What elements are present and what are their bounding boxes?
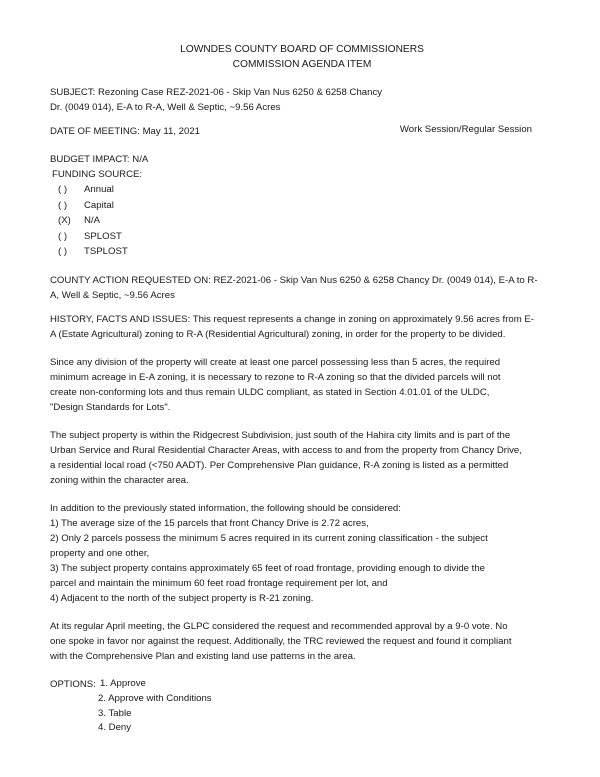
text-line: "Design Standards for Lots". <box>50 401 171 413</box>
text-line: A (Estate Agricultural) zoning to R-A (Residential Agricultural) zoning, in order for the property to be divided. <box>50 328 506 340</box>
action-line-2: A, Well & Septic, ~9.56 Acres <box>50 289 175 301</box>
text-line: a residential local road (<750 AADT). Per Comprehensive Plan guidance, R-A zoning is listed as a permitted <box>50 459 509 471</box>
funding-item-label: SPLOST <box>84 230 122 242</box>
funding-checkbox: ( ) <box>58 199 68 211</box>
text-line: 4) Adjacent to the north of the subject property is R-21 zoning. <box>50 592 314 604</box>
funding-source-label: FUNDING SOURCE: <box>52 169 143 180</box>
history-paragraph-5 <box>50 619 554 664</box>
funding-item-label: Capital <box>84 199 114 211</box>
history-paragraph-4 <box>50 501 554 606</box>
budget-impact: BUDGET IMPACT: N/A <box>50 154 149 165</box>
subject-line-2: Dr. (0049 014), E-A to R-A, Well & Septic, ~9.56 Acres <box>50 102 281 113</box>
funding-item-na <box>58 213 554 229</box>
option-item-approve-with-conditions: 2. Approve with Conditions <box>98 692 212 704</box>
meeting-row <box>50 124 554 139</box>
text-line: HISTORY, FACTS AND ISSUES: This request represents a change in zoning on approximately 9.56 acres from E- <box>50 313 535 325</box>
text-line: Since any division of the property will create at least one parcel possessing less than 5 acres, the required <box>50 356 501 368</box>
budget-block <box>50 152 554 260</box>
text-line: minimum acreage in E-A zoning, it is necessary to rezone to R-A zoning so that the divided parcels will not <box>50 371 501 383</box>
history-paragraph-1 <box>50 312 554 342</box>
options-block <box>50 677 554 692</box>
text-line: At its regular April meeting, the GLPC considered the request and recommended approval by a 9-0 vote. No <box>50 620 508 632</box>
history-paragraph-2 <box>50 355 554 415</box>
header-subtitle: COMMISSION AGENDA ITEM <box>232 59 372 70</box>
meeting-session: Work Session/Regular Session <box>399 124 532 135</box>
funding-item-label: N/A <box>84 215 100 227</box>
funding-item-splost <box>58 229 554 245</box>
option-item-table: 3. Table <box>98 707 132 719</box>
funding-item-tsplost <box>58 244 554 260</box>
meeting-date: DATE OF MEETING: May 11, 2021 <box>50 126 200 137</box>
action-requested <box>50 273 554 303</box>
option-item-approve: 1. Approve <box>100 677 146 689</box>
text-line: In addition to the previously stated information, the following should be considered: <box>50 502 401 514</box>
text-line: one spoke in favor nor against the request. Additionally, the TRC reviewed the request and found it compliant <box>50 635 512 647</box>
text-line: create non-conforming lots and thus remain ULDC compliant, as stated in Section 4.01.01 of the ULDC, <box>50 386 490 398</box>
text-line: The subject property is within the Ridgecrest Subdivision, just south of the Hahira city limits and is part of the <box>50 429 511 441</box>
subject-block <box>50 85 554 115</box>
funding-source-list <box>50 182 554 260</box>
text-line: 1) The average size of the 15 parcels that front Chancy Drive is 2.72 acres, <box>50 517 369 529</box>
subject-line-1: SUBJECT: Rezoning Case REZ-2021-06 - Skip Van Nus 6250 & 6258 Chancy <box>50 87 383 98</box>
text-line: property and one other, <box>50 547 150 559</box>
text-line: with the Comprehensive Plan and existing land use patterns in the area. <box>50 650 356 662</box>
options-list-first <box>100 677 146 692</box>
option-item-deny: 4. Deny <box>98 722 132 734</box>
options-list <box>50 692 554 736</box>
text-line: 2) Only 2 parcels possess the minimum 5 acres required in its current zoning classification - the subject <box>50 532 488 544</box>
agenda-document <box>50 42 554 736</box>
document-header <box>50 42 554 72</box>
action-line-1: COUNTY ACTION REQUESTED ON: REZ-2021-06 - Skip Van Nus 6250 & 6258 Chancy Dr. (0049 014), E-A to R- <box>50 274 538 286</box>
funding-checkbox: ( ) <box>58 230 68 242</box>
funding-item-label: TSPLOST <box>84 246 128 258</box>
funding-checkbox: ( ) <box>58 246 68 258</box>
text-line: Urban Service and Rural Residential Character Areas, with access to and from the property from Chancy Drive, <box>50 444 522 456</box>
text-line: parcel and maintain the minimum 60 feet road frontage requirement per lot, and <box>50 577 388 589</box>
funding-item-capital <box>58 198 554 214</box>
history-paragraph-3 <box>50 428 554 488</box>
funding-checkbox: ( ) <box>58 184 68 195</box>
options-label: OPTIONS: <box>50 678 96 690</box>
funding-item-annual <box>58 182 554 198</box>
header-title: LOWNDES COUNTY BOARD OF COMMISSIONERS <box>180 44 424 55</box>
text-line: 3) The subject property contains approximately 65 feet of road frontage, providing enough to divide the <box>50 562 486 574</box>
funding-item-label: Annual <box>84 184 114 195</box>
funding-checkbox: (X) <box>58 215 71 227</box>
text-line: zoning within the character area. <box>50 474 189 486</box>
